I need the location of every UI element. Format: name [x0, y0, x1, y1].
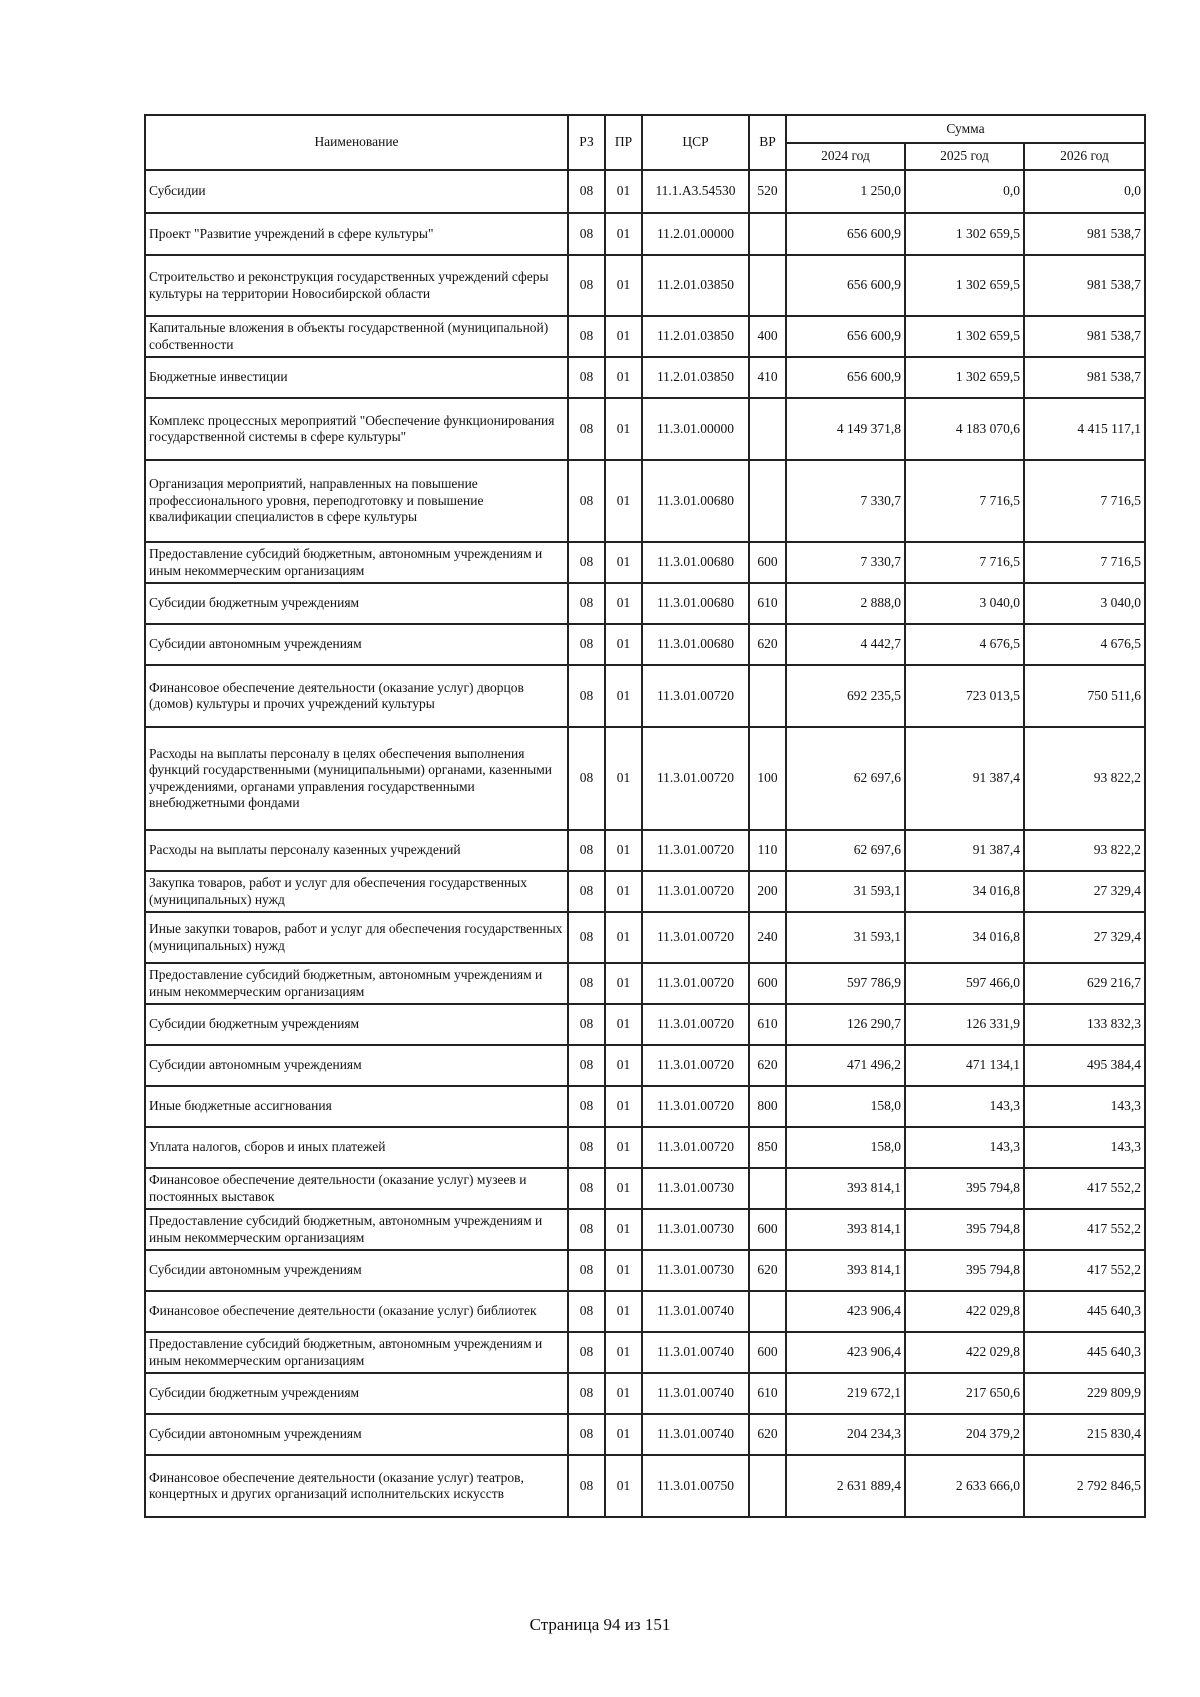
- row-vr: [749, 665, 786, 727]
- row-sum-2024: 7 330,7: [786, 460, 905, 542]
- row-rz: 08: [568, 1332, 605, 1373]
- row-pr: 01: [605, 1045, 642, 1086]
- row-name: Субсидии автономным учреждениям: [145, 1045, 568, 1086]
- row-csr: 11.3.01.00720: [642, 1045, 749, 1086]
- row-sum-2024: 656 600,9: [786, 316, 905, 357]
- row-vr: 620: [749, 1045, 786, 1086]
- row-name: Комплекс процессных мероприятий "Обеспечение функционирования государственной системы в сфере культуры": [145, 398, 568, 460]
- row-csr: 11.2.01.03850: [642, 255, 749, 316]
- row-sum-2024: 393 814,1: [786, 1250, 905, 1291]
- row-sum-2025: 34 016,8: [905, 871, 1024, 912]
- row-pr: 01: [605, 830, 642, 871]
- row-name: Расходы на выплаты персоналу в целях обеспечения выполнения функций государственными (муниципальными) органами, казенными учреждениями, органами управления государственными внебюджетными фондами: [145, 727, 568, 830]
- row-name: Предоставление субсидий бюджетным, автономным учреждениям и иным некоммерческим организациям: [145, 1332, 568, 1373]
- row-sum-2024: 158,0: [786, 1086, 905, 1127]
- row-pr: 01: [605, 727, 642, 830]
- table-row: [145, 1332, 1145, 1373]
- row-vr: 110: [749, 830, 786, 871]
- row-sum-2026: 981 538,7: [1024, 255, 1145, 316]
- row-sum-2025: 91 387,4: [905, 830, 1024, 871]
- row-sum-2025: 422 029,8: [905, 1291, 1024, 1332]
- row-csr: 11.3.01.00730: [642, 1168, 749, 1209]
- row-vr: [749, 398, 786, 460]
- row-pr: 01: [605, 213, 642, 255]
- row-sum-2025: 422 029,8: [905, 1332, 1024, 1373]
- row-csr: 11.3.01.00720: [642, 871, 749, 912]
- row-sum-2026: 4 415 117,1: [1024, 398, 1145, 460]
- row-sum-2024: 656 600,9: [786, 255, 905, 316]
- row-pr: 01: [605, 255, 642, 316]
- header-name: Наименование: [145, 115, 568, 170]
- header-rz: РЗ: [568, 115, 605, 170]
- row-vr: [749, 1455, 786, 1517]
- row-sum-2024: 597 786,9: [786, 963, 905, 1004]
- table-row: [145, 1373, 1145, 1414]
- row-sum-2026: 27 329,4: [1024, 871, 1145, 912]
- row-rz: 08: [568, 912, 605, 963]
- table-row: [145, 460, 1145, 542]
- row-name: Субсидии бюджетным учреждениям: [145, 1004, 568, 1045]
- row-sum-2024: 393 814,1: [786, 1168, 905, 1209]
- table-row: [145, 398, 1145, 460]
- row-pr: 01: [605, 460, 642, 542]
- row-name: Расходы на выплаты персоналу казенных учреждений: [145, 830, 568, 871]
- header-csr: ЦСР: [642, 115, 749, 170]
- table-row: [145, 1127, 1145, 1168]
- table-header: [145, 115, 1145, 170]
- row-csr: 11.3.01.00680: [642, 542, 749, 583]
- row-sum-2026: 2 792 846,5: [1024, 1455, 1145, 1517]
- row-sum-2026: 143,3: [1024, 1127, 1145, 1168]
- row-csr: 11.3.01.00750: [642, 1455, 749, 1517]
- row-rz: 08: [568, 255, 605, 316]
- row-rz: 08: [568, 624, 605, 665]
- row-vr: 620: [749, 624, 786, 665]
- row-sum-2026: 417 552,2: [1024, 1209, 1145, 1250]
- row-sum-2025: 395 794,8: [905, 1168, 1024, 1209]
- row-sum-2026: 229 809,9: [1024, 1373, 1145, 1414]
- table-row: [145, 1045, 1145, 1086]
- row-pr: 01: [605, 912, 642, 963]
- budget-table: [144, 114, 1146, 1518]
- table-row: [145, 624, 1145, 665]
- row-vr: 620: [749, 1250, 786, 1291]
- row-sum-2024: 126 290,7: [786, 1004, 905, 1045]
- row-name: Иные бюджетные ассигнования: [145, 1086, 568, 1127]
- row-sum-2024: 62 697,6: [786, 727, 905, 830]
- row-sum-2024: 62 697,6: [786, 830, 905, 871]
- row-name: Проект "Развитие учреждений в сфере культуры": [145, 213, 568, 255]
- row-pr: 01: [605, 1209, 642, 1250]
- row-csr: 11.3.01.00680: [642, 460, 749, 542]
- row-sum-2024: 204 234,3: [786, 1414, 905, 1455]
- row-sum-2024: 423 906,4: [786, 1332, 905, 1373]
- row-vr: [749, 255, 786, 316]
- row-rz: 08: [568, 583, 605, 624]
- row-csr: 11.3.01.00720: [642, 963, 749, 1004]
- row-vr: 410: [749, 357, 786, 398]
- row-sum-2026: 495 384,4: [1024, 1045, 1145, 1086]
- table-row: [145, 255, 1145, 316]
- row-sum-2026: 3 040,0: [1024, 583, 1145, 624]
- row-rz: 08: [568, 1373, 605, 1414]
- row-csr: 11.3.01.00720: [642, 1004, 749, 1045]
- row-rz: 08: [568, 398, 605, 460]
- table-row: [145, 357, 1145, 398]
- row-sum-2026: 27 329,4: [1024, 912, 1145, 963]
- row-sum-2024: 423 906,4: [786, 1291, 905, 1332]
- row-name: Субсидии автономным учреждениям: [145, 1414, 568, 1455]
- row-sum-2024: 656 600,9: [786, 357, 905, 398]
- header-sum: Сумма: [786, 115, 1145, 143]
- row-sum-2025: 7 716,5: [905, 460, 1024, 542]
- row-pr: 01: [605, 357, 642, 398]
- row-vr: [749, 460, 786, 542]
- row-csr: 11.3.01.00740: [642, 1291, 749, 1332]
- row-name: Предоставление субсидий бюджетным, автономным учреждениям и иным некоммерческим организациям: [145, 542, 568, 583]
- row-name: Капитальные вложения в объекты государственной (муниципальной) собственности: [145, 316, 568, 357]
- row-sum-2026: 750 511,6: [1024, 665, 1145, 727]
- page-number: Страница 94 из 151: [529, 1615, 671, 1634]
- row-pr: 01: [605, 665, 642, 727]
- row-name: Финансовое обеспечение деятельности (оказание услуг) дворцов (домов) культуры и прочих учреждений культуры: [145, 665, 568, 727]
- row-sum-2026: 629 216,7: [1024, 963, 1145, 1004]
- row-sum-2024: 7 330,7: [786, 542, 905, 583]
- row-rz: 08: [568, 871, 605, 912]
- row-csr: 11.2.01.03850: [642, 357, 749, 398]
- table-body: [145, 170, 1145, 1517]
- row-csr: 11.3.01.00720: [642, 830, 749, 871]
- row-rz: 08: [568, 727, 605, 830]
- row-sum-2025: 395 794,8: [905, 1250, 1024, 1291]
- table-row: [145, 912, 1145, 963]
- row-name: Предоставление субсидий бюджетным, автономным учреждениям и иным некоммерческим организациям: [145, 963, 568, 1004]
- row-rz: 08: [568, 316, 605, 357]
- row-sum-2025: 126 331,9: [905, 1004, 1024, 1045]
- row-rz: 08: [568, 170, 605, 213]
- row-rz: 08: [568, 1291, 605, 1332]
- row-pr: 01: [605, 170, 642, 213]
- row-sum-2025: 143,3: [905, 1086, 1024, 1127]
- row-sum-2025: 1 302 659,5: [905, 213, 1024, 255]
- row-csr: 11.3.01.00740: [642, 1332, 749, 1373]
- row-rz: 08: [568, 357, 605, 398]
- table-row: [145, 1250, 1145, 1291]
- row-sum-2024: 4 149 371,8: [786, 398, 905, 460]
- row-sum-2025: 3 040,0: [905, 583, 1024, 624]
- row-sum-2025: 1 302 659,5: [905, 357, 1024, 398]
- table-row: [145, 871, 1145, 912]
- row-csr: 11.3.01.00730: [642, 1209, 749, 1250]
- row-sum-2025: 597 466,0: [905, 963, 1024, 1004]
- row-pr: 01: [605, 316, 642, 357]
- row-pr: 01: [605, 542, 642, 583]
- row-sum-2026: 143,3: [1024, 1086, 1145, 1127]
- table-row: [145, 1168, 1145, 1209]
- header-pr: ПР: [605, 115, 642, 170]
- row-name: Субсидии: [145, 170, 568, 213]
- row-sum-2026: 417 552,2: [1024, 1168, 1145, 1209]
- row-sum-2026: 445 640,3: [1024, 1332, 1145, 1373]
- row-sum-2025: 4 676,5: [905, 624, 1024, 665]
- row-vr: 600: [749, 1209, 786, 1250]
- row-sum-2025: 91 387,4: [905, 727, 1024, 830]
- row-sum-2025: 723 013,5: [905, 665, 1024, 727]
- row-pr: 01: [605, 1250, 642, 1291]
- row-name: Субсидии бюджетным учреждениям: [145, 583, 568, 624]
- row-sum-2025: 395 794,8: [905, 1209, 1024, 1250]
- row-vr: [749, 1291, 786, 1332]
- row-rz: 08: [568, 1455, 605, 1517]
- row-sum-2024: 31 593,1: [786, 912, 905, 963]
- header-vr: ВР: [749, 115, 786, 170]
- table-row: [145, 665, 1145, 727]
- row-rz: 08: [568, 1414, 605, 1455]
- row-sum-2025: 217 650,6: [905, 1373, 1024, 1414]
- row-csr: 11.3.01.00680: [642, 624, 749, 665]
- table-row: [145, 963, 1145, 1004]
- table-row: [145, 583, 1145, 624]
- table-row: [145, 170, 1145, 213]
- row-rz: 08: [568, 1250, 605, 1291]
- row-pr: 01: [605, 1127, 642, 1168]
- row-sum-2025: 7 716,5: [905, 542, 1024, 583]
- row-pr: 01: [605, 624, 642, 665]
- row-vr: 600: [749, 542, 786, 583]
- row-csr: 11.2.01.03850: [642, 316, 749, 357]
- row-pr: 01: [605, 1455, 642, 1517]
- row-name: Финансовое обеспечение деятельности (оказание услуг) музеев и постоянных выставок: [145, 1168, 568, 1209]
- row-csr: 11.2.01.00000: [642, 213, 749, 255]
- row-csr: 11.3.01.00680: [642, 583, 749, 624]
- row-rz: 08: [568, 830, 605, 871]
- row-sum-2026: 417 552,2: [1024, 1250, 1145, 1291]
- row-name: Финансовое обеспечение деятельности (оказание услуг) театров, концертных и других организаций исполнительских искусств: [145, 1455, 568, 1517]
- row-name: Предоставление субсидий бюджетным, автономным учреждениям и иным некоммерческим организациям: [145, 1209, 568, 1250]
- row-sum-2025: 471 134,1: [905, 1045, 1024, 1086]
- row-csr: 11.3.01.00740: [642, 1373, 749, 1414]
- header-year-2026: 2026 год: [1024, 143, 1145, 170]
- row-sum-2026: 7 716,5: [1024, 460, 1145, 542]
- row-name: Субсидии бюджетным учреждениям: [145, 1373, 568, 1414]
- row-pr: 01: [605, 583, 642, 624]
- row-sum-2024: 158,0: [786, 1127, 905, 1168]
- row-rz: 08: [568, 1086, 605, 1127]
- row-sum-2025: 4 183 070,6: [905, 398, 1024, 460]
- table-row: [145, 1209, 1145, 1250]
- row-pr: 01: [605, 398, 642, 460]
- row-name: Субсидии автономным учреждениям: [145, 1250, 568, 1291]
- row-sum-2026: 0,0: [1024, 170, 1145, 213]
- row-vr: 600: [749, 963, 786, 1004]
- row-sum-2026: 7 716,5: [1024, 542, 1145, 583]
- row-sum-2026: 981 538,7: [1024, 213, 1145, 255]
- row-name: Строительство и реконструкция государственных учреждений сферы культуры на территории Новосибирской области: [145, 255, 568, 316]
- row-vr: 520: [749, 170, 786, 213]
- table-row: [145, 1291, 1145, 1332]
- row-pr: 01: [605, 1332, 642, 1373]
- row-name: Субсидии автономным учреждениям: [145, 624, 568, 665]
- row-rz: 08: [568, 460, 605, 542]
- row-sum-2024: 1 250,0: [786, 170, 905, 213]
- row-sum-2024: 692 235,5: [786, 665, 905, 727]
- row-sum-2025: 204 379,2: [905, 1414, 1024, 1455]
- row-sum-2024: 471 496,2: [786, 1045, 905, 1086]
- row-sum-2025: 34 016,8: [905, 912, 1024, 963]
- row-name: Уплата налогов, сборов и иных платежей: [145, 1127, 568, 1168]
- row-pr: 01: [605, 1004, 642, 1045]
- row-vr: 850: [749, 1127, 786, 1168]
- row-csr: 11.1.А3.54530: [642, 170, 749, 213]
- row-name: Организация мероприятий, направленных на повышение профессионального уровня, переподготовку и повышение квалификации специалистов в сфере культуры: [145, 460, 568, 542]
- row-vr: 200: [749, 871, 786, 912]
- row-pr: 01: [605, 1373, 642, 1414]
- row-vr: 610: [749, 1373, 786, 1414]
- row-name: Иные закупки товаров, работ и услуг для обеспечения государственных (муниципальных) нужд: [145, 912, 568, 963]
- row-pr: 01: [605, 1291, 642, 1332]
- row-sum-2024: 4 442,7: [786, 624, 905, 665]
- row-sum-2026: 445 640,3: [1024, 1291, 1145, 1332]
- row-vr: 100: [749, 727, 786, 830]
- row-sum-2024: 2 888,0: [786, 583, 905, 624]
- row-sum-2024: 31 593,1: [786, 871, 905, 912]
- row-sum-2026: 215 830,4: [1024, 1414, 1145, 1455]
- row-rz: 08: [568, 1127, 605, 1168]
- row-vr: 800: [749, 1086, 786, 1127]
- row-pr: 01: [605, 871, 642, 912]
- row-csr: 11.3.01.00720: [642, 665, 749, 727]
- row-vr: 600: [749, 1332, 786, 1373]
- row-sum-2026: 93 822,2: [1024, 830, 1145, 871]
- row-csr: 11.3.01.00720: [642, 1086, 749, 1127]
- row-pr: 01: [605, 963, 642, 1004]
- row-name: Бюджетные инвестиции: [145, 357, 568, 398]
- row-vr: 610: [749, 583, 786, 624]
- row-vr: [749, 213, 786, 255]
- table-row: [145, 213, 1145, 255]
- table-row: [145, 1086, 1145, 1127]
- row-sum-2026: 4 676,5: [1024, 624, 1145, 665]
- row-pr: 01: [605, 1168, 642, 1209]
- row-rz: 08: [568, 665, 605, 727]
- table-row: [145, 316, 1145, 357]
- row-rz: 08: [568, 1045, 605, 1086]
- row-rz: 08: [568, 1004, 605, 1045]
- row-sum-2025: 0,0: [905, 170, 1024, 213]
- row-rz: 08: [568, 1168, 605, 1209]
- row-rz: 08: [568, 1209, 605, 1250]
- header-year-2025: 2025 год: [905, 143, 1024, 170]
- row-sum-2025: 143,3: [905, 1127, 1024, 1168]
- row-sum-2025: 1 302 659,5: [905, 316, 1024, 357]
- row-csr: 11.3.01.00720: [642, 1127, 749, 1168]
- row-sum-2026: 981 538,7: [1024, 357, 1145, 398]
- row-sum-2026: 93 822,2: [1024, 727, 1145, 830]
- row-sum-2024: 2 631 889,4: [786, 1455, 905, 1517]
- row-vr: 400: [749, 316, 786, 357]
- table-row: [145, 727, 1145, 830]
- row-csr: 11.3.01.00740: [642, 1414, 749, 1455]
- row-csr: 11.3.01.00000: [642, 398, 749, 460]
- table-row: [145, 1455, 1145, 1517]
- row-csr: 11.3.01.00730: [642, 1250, 749, 1291]
- table-row: [145, 542, 1145, 583]
- row-rz: 08: [568, 542, 605, 583]
- row-sum-2025: 2 633 666,0: [905, 1455, 1024, 1517]
- row-csr: 11.3.01.00720: [642, 912, 749, 963]
- row-rz: 08: [568, 963, 605, 1004]
- row-sum-2024: 393 814,1: [786, 1209, 905, 1250]
- row-name: Закупка товаров, работ и услуг для обеспечения государственных (муниципальных) нужд: [145, 871, 568, 912]
- row-csr: 11.3.01.00720: [642, 727, 749, 830]
- row-sum-2024: 219 672,1: [786, 1373, 905, 1414]
- row-rz: 08: [568, 213, 605, 255]
- row-vr: 240: [749, 912, 786, 963]
- row-sum-2026: 133 832,3: [1024, 1004, 1145, 1045]
- row-vr: 620: [749, 1414, 786, 1455]
- row-sum-2025: 1 302 659,5: [905, 255, 1024, 316]
- table-row: [145, 1414, 1145, 1455]
- table-row: [145, 830, 1145, 871]
- row-pr: 01: [605, 1414, 642, 1455]
- row-sum-2024: 656 600,9: [786, 213, 905, 255]
- row-pr: 01: [605, 1086, 642, 1127]
- row-vr: [749, 1168, 786, 1209]
- row-name: Финансовое обеспечение деятельности (оказание услуг) библиотек: [145, 1291, 568, 1332]
- row-sum-2026: 981 538,7: [1024, 316, 1145, 357]
- row-vr: 610: [749, 1004, 786, 1045]
- header-year-2024: 2024 год: [786, 143, 905, 170]
- table-row: [145, 1004, 1145, 1045]
